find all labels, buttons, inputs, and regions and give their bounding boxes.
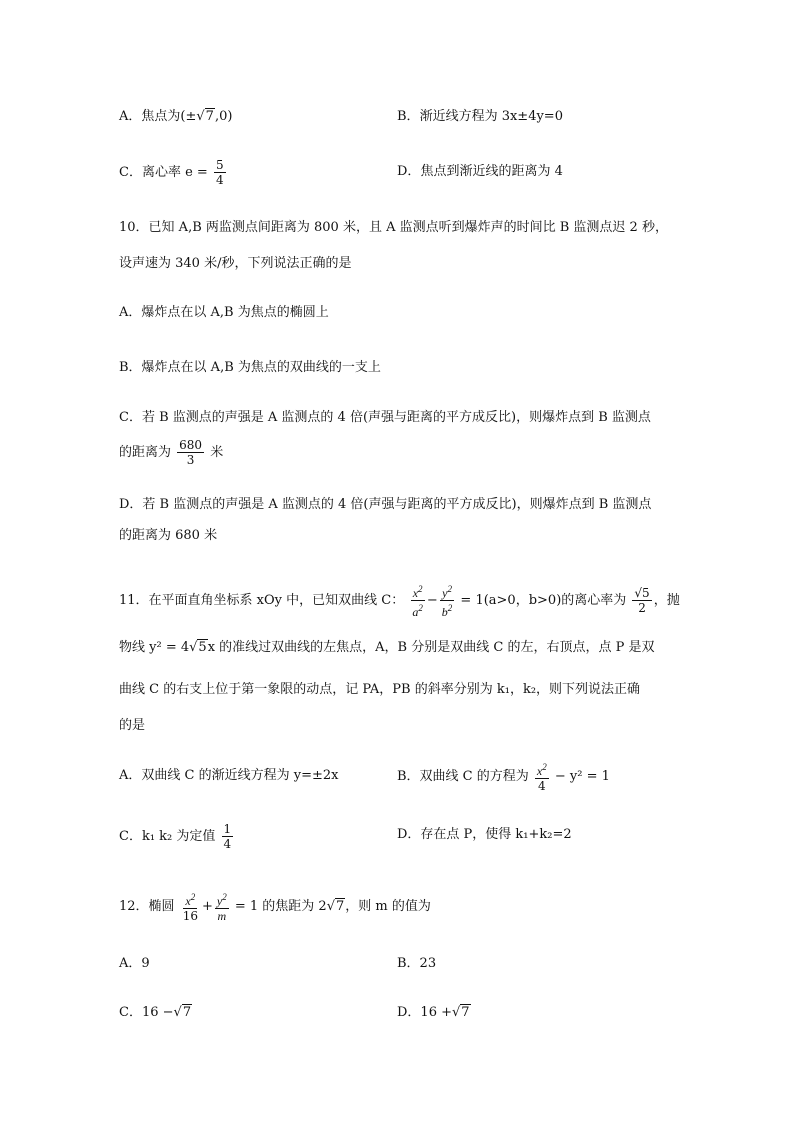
q10-option-d-line2: 的距离为 680 米	[119, 528, 218, 543]
q10-option-a: A．爆炸点在以 A,B 为焦点的椭圆上	[119, 305, 329, 320]
q10-option-c-line2: 的距离为 $\frac{680}{3}$ 米	[119, 438, 224, 467]
q10-option-b: B．爆炸点在以 A,B 为焦点的双曲线的一支上	[119, 360, 381, 375]
q11-stem-line3: 曲线 C 的右支上位于第一象限的动点，记 PA，PB 的斜率分别为 k₁，k₂，则下列说法正确	[119, 682, 641, 697]
q11-option-a: A．双曲线 C 的渐近线方程为 y=±2x	[119, 768, 339, 783]
q11-option-b: B．双曲线 C 的方程为 $\frac{x^2}{4}$ − y² = 1	[397, 762, 610, 793]
q10-option-c-line1: C．若 B 监测点的声强是 A 监测点的 4 倍(声强与距离的平方成反比)，则爆炸点到 B 监测点	[119, 410, 651, 425]
q12-option-a: A．9	[119, 956, 150, 971]
q11-stem-line2: 物线 y² = 4√5x 的准线过双曲线的左焦点，A，B 分别是双曲线 C 的左，右顶点，点 P 是双	[119, 640, 655, 655]
fraction: $\frac{5}{4}$	[215, 158, 224, 187]
q12-stem: 12．椭圆 $\frac{x^2}{16}$ + $\frac{y^2}{m}$ = 1 的焦距为 2√7，则 m 的值为	[119, 892, 431, 923]
q10-stem-line1: 10．已知 A,B 两监测点间距离为 800 米，且 A 监测点听到爆炸声的时间比 B 监测点迟 2 秒，	[119, 220, 668, 235]
q11-stem-line1: 11．在平面直角坐标系 xOy 中，已知双曲线 C： $\frac{x^2}{a^2}$ − $\frac{y^2}{b^2}$ = 1(a>0，b>0)的离心率为 $\frac{√5}{2}$ ，抛	[119, 584, 680, 619]
q10-option-d-line1: D．若 B 监测点的声强是 A 监测点的 4 倍(声强与距离的平方成反比)，则爆炸点到 B 监测点	[119, 497, 652, 512]
q9-option-d: D．焦点到渐近线的距离为 4	[397, 164, 563, 179]
q12-option-d: D．16 +√7	[397, 1005, 470, 1020]
q9-option-c: C．离心率 e = $\frac{5}{4}$	[119, 158, 224, 187]
q10-stem-line2: 设声速为 340 米/秒，下列说法正确的是	[119, 256, 352, 271]
q9-option-a: A．焦点为(±√7,0)	[119, 109, 233, 124]
q11-option-c: C．k₁ k₂ 为定值 $\frac{1}{4}$	[119, 822, 232, 851]
q9-option-b: B．渐近线方程为 3x±4y=0	[397, 109, 563, 124]
q11-stem-line4: 的是	[119, 718, 146, 733]
q12-option-b: B．23	[397, 956, 437, 971]
q11-option-d: D．存在点 P，使得 k₁+k₂=2	[397, 827, 572, 842]
q12-option-c: C．16 −√7	[119, 1005, 192, 1020]
